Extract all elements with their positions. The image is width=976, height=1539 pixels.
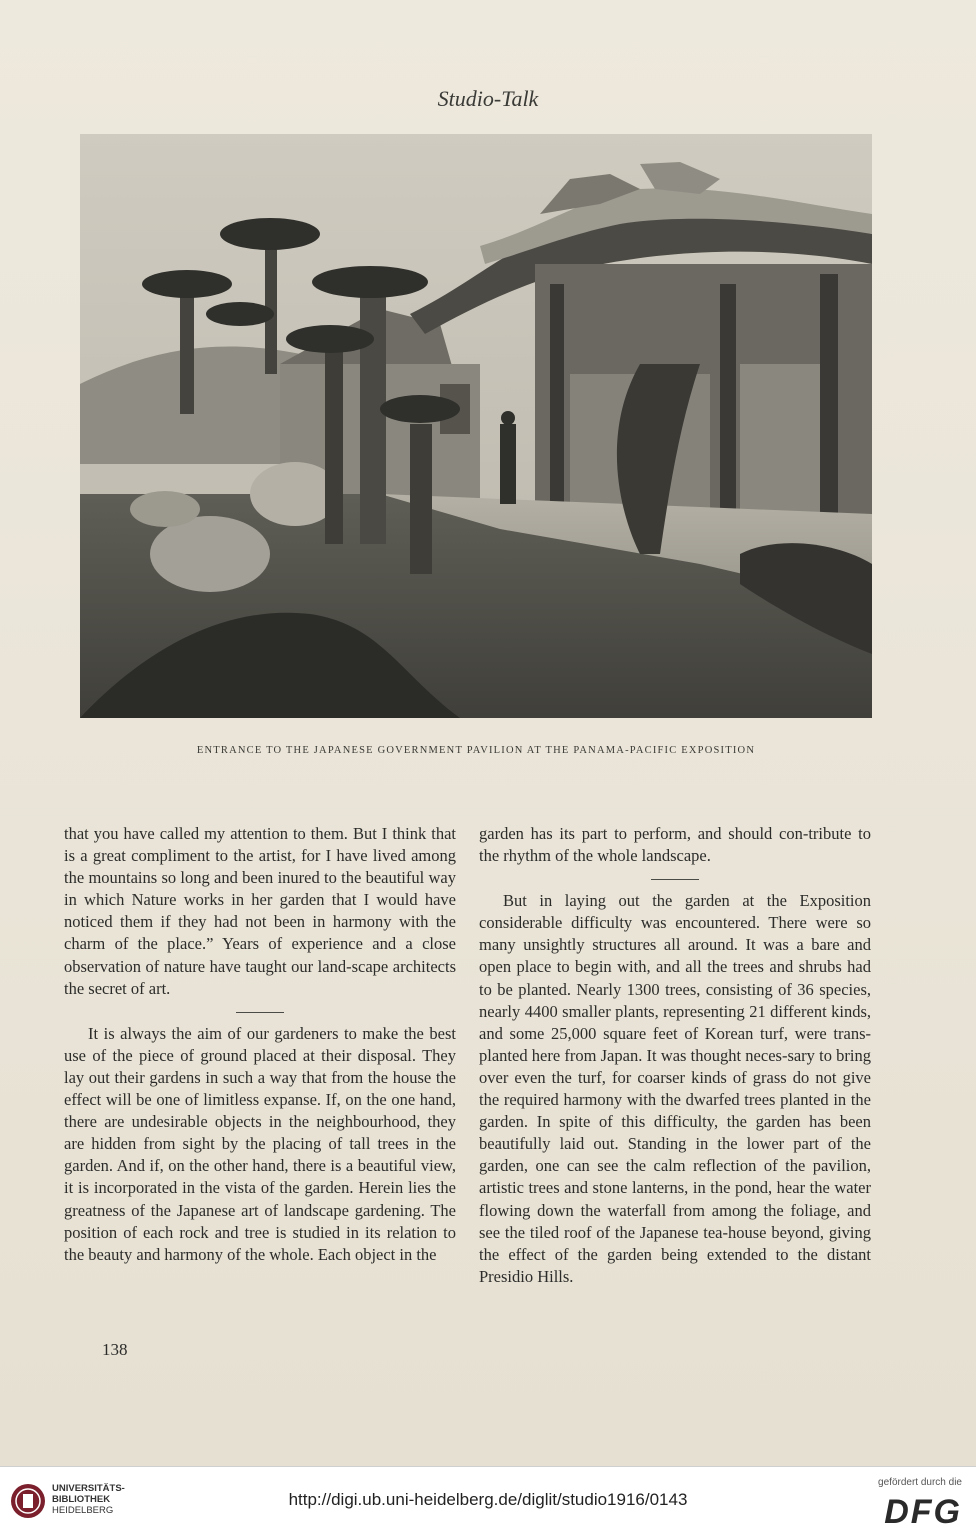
figure-caption: ENTRANCE TO THE JAPANESE GOVERNMENT PAVILION AT THE PANAMA-PACIFIC EXPOSITION xyxy=(196,745,756,756)
running-title: Studio-Talk xyxy=(437,86,539,111)
section-rule xyxy=(651,879,699,880)
digitization-footer xyxy=(0,1466,976,1539)
permalink-url[interactable]: http://digi.ub.uni-heidelberg.de/diglit/studio1916/0143 xyxy=(288,1490,688,1509)
left-paragraph-1: that you have called my attention to them. But I think that is a great compliment to the artist, for I have lived among the mountains so long and been inured to the beautiful way in which Nature works in her garden that I would have noticed them if they had not been in harmony with the charm of the place.” Years of experience and a close observation of nature have taught our land-scape architects the secret of art. xyxy=(64,824,456,998)
pavilion-photograph xyxy=(80,134,872,718)
photo-illustration xyxy=(80,134,872,718)
funded-by-label: gefördert durch die xyxy=(878,1477,962,1488)
right-column xyxy=(479,823,871,1288)
institution-name: UNIVERSITÄTS- BIBLIOTHEK HEIDELBERG xyxy=(52,1483,125,1516)
left-paragraph-2: It is always the aim of our gardeners to make the best use of the piece of ground placed at their disposal. They lay out their gardens in such a way that from the house the effect will be one of limitless expanse. If, on the one hand, there are undesirable objects in the neighbourhood, they are hidden from sight by the placing of tall trees in the garden. And if, on the other hand, there is a beautiful view, it is incorporated in the vista of the garden. Herein lies the greatness of the Japanese art of landscape gardening. The position of each rock and tree is studied in its relation to the beauty and harmony of the whole. Each object in the xyxy=(64,1023,456,1264)
section-rule xyxy=(236,1012,284,1013)
page-number: 138 xyxy=(102,1340,128,1359)
dfg-logo: DFG xyxy=(884,1493,962,1531)
right-paragraph-2: But in laying out the garden at the Exposition considerable difficulty was encountered. There were so many unsightly structures all around. It was a bare and open place to begin with, and all the trees and shrubs had to be planted. Nearly 1300 trees, consisting of 36 species, nearly 4400 smaller plants, representing 21 different kinds, and some 25,000 square feet of Korean turf, were trans-planted here from Japan. It was thought neces-sary to bring over even the turf, for coarser kinds of grass do not give the required harmony with the dwarfed trees planted in the garden. In spite of this difficulty, the garden has been beautifully laid out. Standing in the lower part of the garden, one can see the calm reflection of the pavilion, artistic trees and stone lanterns, in the pond, hear the water flowing down the waterfall from among the foliage, and see the tiled roof of the Japanese tea-house beyond, giving the effect of the garden being extended to the distant Presidio Hills. xyxy=(479,891,871,1286)
right-paragraph-1: garden has its part to perform, and should con-tribute to the rhythm of the whole landscape. xyxy=(479,824,871,866)
left-column xyxy=(64,823,456,1266)
